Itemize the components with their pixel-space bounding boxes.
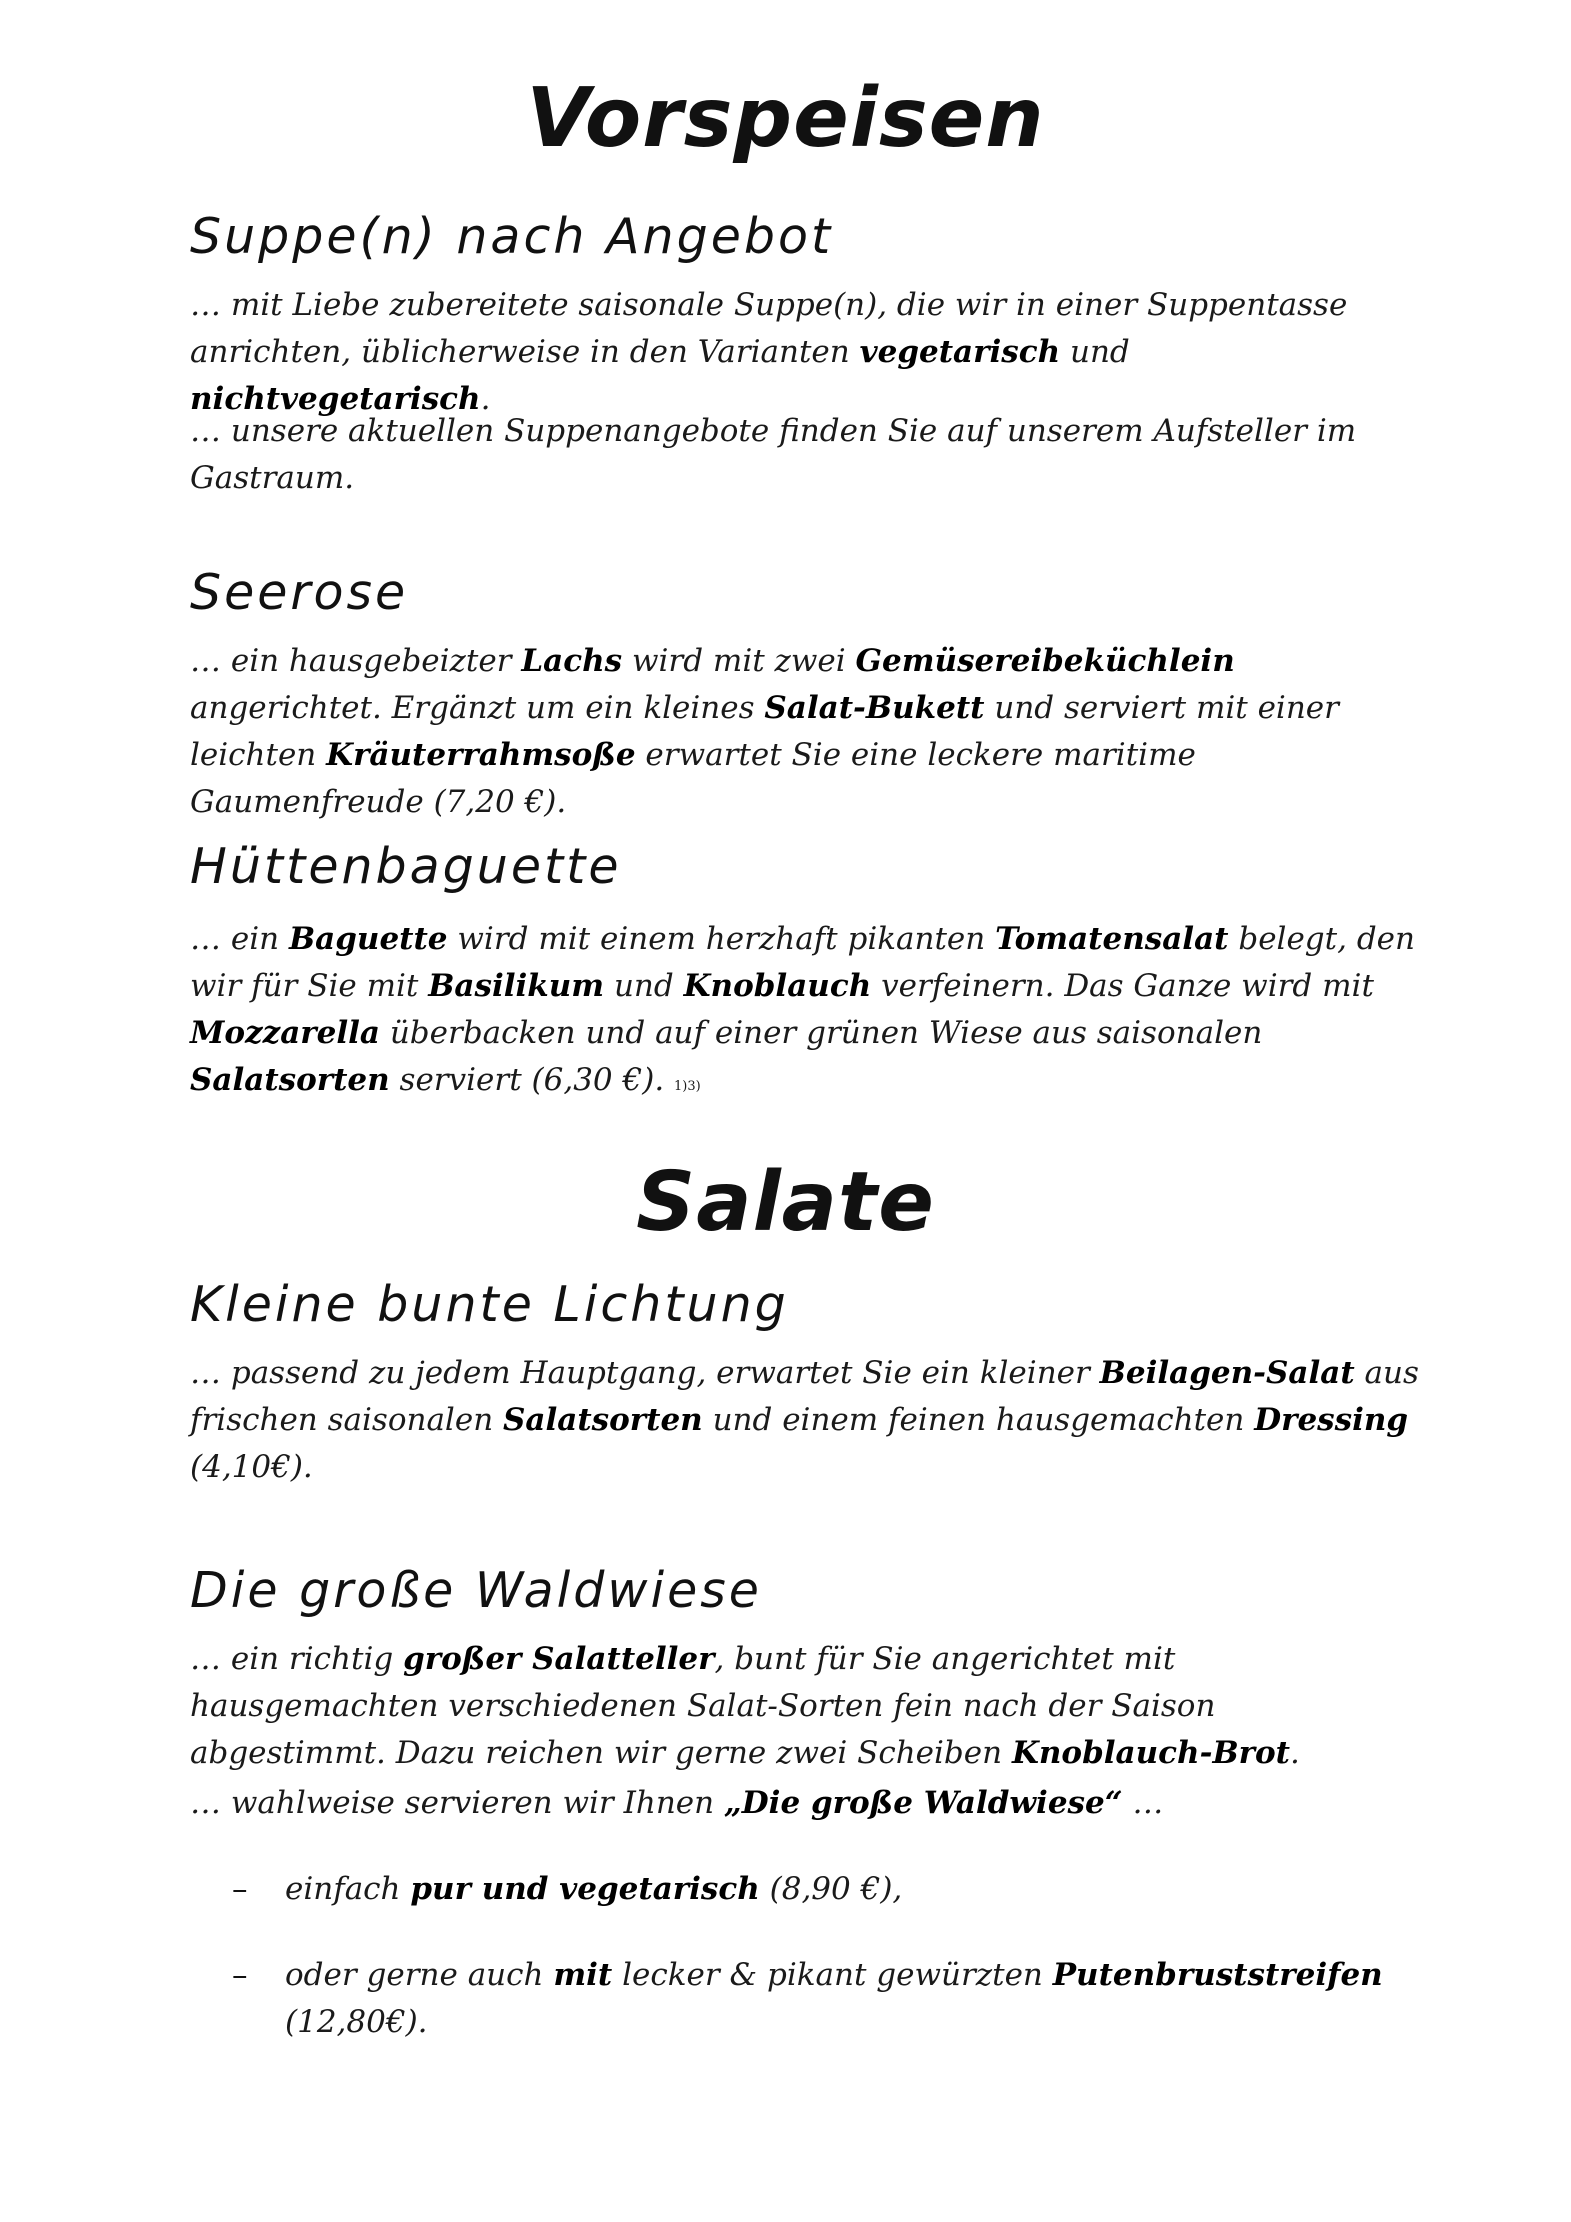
dish-description-lichtung: … passend zu jedem Hauptgang, erwartet Sie ein kleiner Beilagen-Salat aus frischen saisonalen Salatsorten und einem feinen hausgemachten Dressing (4,10€). <box>190 1355 1419 1485</box>
highlight-nichtvegetarisch: nichtvegetarisch <box>190 381 481 417</box>
dish-description-huettenbaguette: … ein Baguette wird mit einem herzhaft pikanten Tomatensalat belegt, den wir für Sie mit Basilikum und Knoblauch verfeinern. Das Ganze wird mit Mozzarella überbacken und auf einer grünen Wiese aus saisonalen Salatsorten serviert (6,30 €). 1)3) <box>190 921 1415 1098</box>
highlight-vegetarisch: vegetarisch <box>859 334 1061 370</box>
dish-description-waldwiese: … ein richtig großer Salatteller, bunt für Sie angerichtet mit hausgemachten verschiedenen Salat-Sorten fein nach der Saison abgestimmt. Dazu reichen wir gerne zwei Scheiben Knoblauch-Brot. <box>190 1641 1300 1771</box>
dish-title-waldwiese: Die große Waldwiese <box>190 1562 762 1619</box>
section-title-salate: Salate <box>636 1155 935 1250</box>
dish-note-suppe: … unsere aktuellen Suppenangebote finden Sie auf unserem Aufsteller im Gastraum. <box>190 413 1357 496</box>
dish-title-seerose: Seerose <box>190 564 409 621</box>
dish-title-suppe: Suppe(n) nach Angebot <box>190 208 834 265</box>
option-item-puten: oder gerne auch mit lecker & pikant gewürzten Putenbruststreifen (12,80€). <box>285 1957 1383 2040</box>
bullet-dash: – <box>232 1871 248 1907</box>
dish-title-huettenbaguette: Hüttenbaguette <box>190 838 622 895</box>
option-item-pur: einfach pur und vegetarisch (8,90 €), <box>285 1871 903 1907</box>
dish-title-lichtung: Kleine bunte Lichtung <box>190 1276 789 1333</box>
bullet-dash: – <box>232 1957 248 1993</box>
allergen-footnote: 1)3) <box>674 1079 701 1094</box>
dish-description-suppe: … mit Liebe zubereitete saisonale Suppe(n), die wir in einer Suppentasse anrichten, üblicherweise in den Varianten vegetarisch und nichtvegetarisch. <box>190 287 1348 417</box>
dish-options-intro: … wahlweise servieren wir Ihnen „Die große Waldwiese“ … <box>190 1785 1164 1821</box>
dish-description-seerose: … ein hausgebeizter Lachs wird mit zwei Gemüsereibeküchlein angerichtet. Ergänzt um ein kleines Salat-Bukett und serviert mit einer leichten Kräuterrahmsoße erwartet Sie eine leckere maritime Gaumenfreude (7,20 €). <box>190 643 1339 820</box>
section-title-vorspeisen: Vorspeisen <box>526 71 1045 166</box>
